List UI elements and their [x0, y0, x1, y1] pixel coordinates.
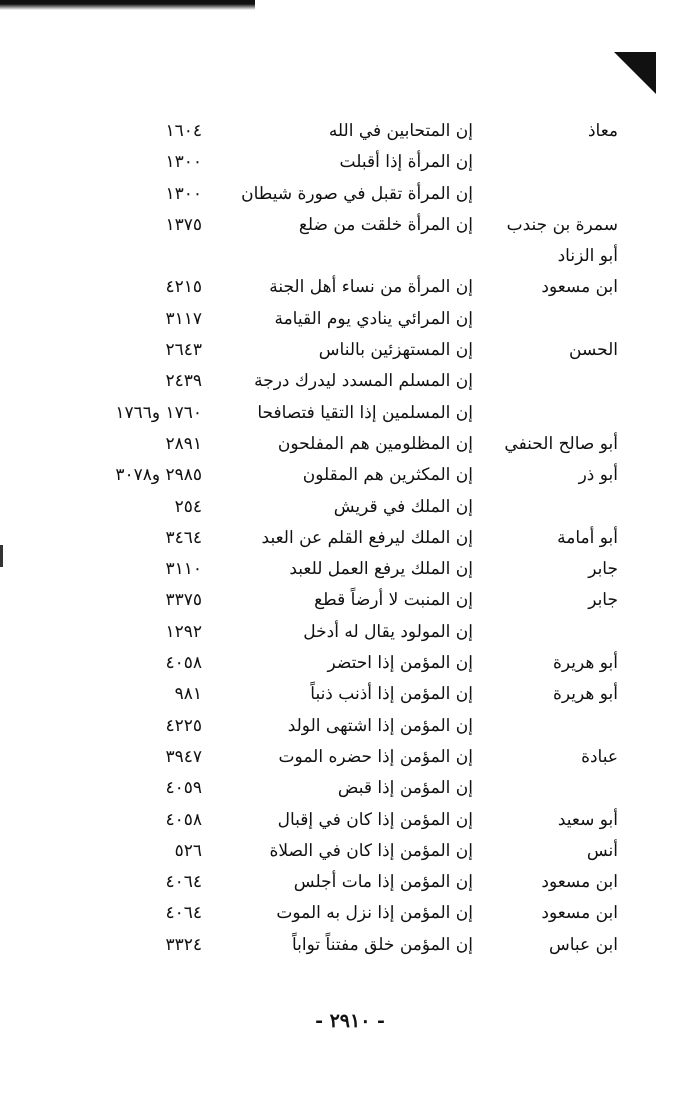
index-row: [0, 648, 700, 679]
hadith-number: ١٧٦٠ و١٧٦٦: [115, 402, 202, 423]
hadith-number: ١٣٠٠: [165, 152, 202, 173]
index-row: [0, 585, 700, 616]
hadith-number: ١٣٧٥: [165, 214, 202, 235]
hadith-incipit: إن المظلومين هم المفلحون: [277, 433, 473, 454]
hadith-number: ٤٠٥٩: [165, 778, 202, 799]
narrator-name: أبو صالح الحنفي: [504, 433, 618, 454]
index-row: [0, 930, 700, 961]
hadith-number: ٢٩٨٥ و٣٠٧٨: [115, 465, 202, 486]
narrator-name: أبو الزناد: [557, 246, 618, 267]
index-table: [0, 116, 700, 961]
hadith-incipit: إن المؤمن إذا احتضر: [327, 653, 473, 674]
top-edge-mark: [0, 0, 255, 10]
hadith-incipit: إن المنبت لا أرضاً قطع: [314, 590, 473, 611]
index-row: [0, 617, 700, 648]
narrator-name: أبو ذر: [578, 465, 618, 486]
hadith-number: ٤٠٥٨: [165, 653, 202, 674]
hadith-number: ٢٤٣٩: [165, 371, 202, 392]
hadith-number: ٢٨٩١: [165, 433, 202, 454]
hadith-number: ٣٤٦٤: [165, 527, 202, 548]
index-row: [0, 398, 700, 429]
index-row: [0, 179, 700, 210]
hadith-incipit: إن المتحابين في الله: [328, 121, 473, 141]
index-row: [0, 335, 700, 366]
index-row: [0, 711, 700, 742]
index-row: [0, 679, 700, 710]
narrator-name: جابر: [588, 559, 618, 580]
narrator-name: ابن مسعود: [541, 277, 618, 298]
corner-triangle-mark: [614, 52, 656, 94]
hadith-incipit: إن المؤمن إذا مات أجلس: [293, 872, 473, 893]
hadith-incipit: إن المؤمن إذا اشتهى الولد: [287, 715, 473, 736]
hadith-incipit: إن المرأة تقبل في صورة شيطان: [241, 183, 473, 204]
narrator-name: ابن عباس: [548, 934, 618, 955]
hadith-incipit: إن المؤمن إذا حضره الموت: [278, 746, 473, 767]
narrator-name: أبو هريرة: [552, 653, 618, 674]
index-row: [0, 742, 700, 773]
narrator-name: ابن مسعود: [541, 903, 618, 924]
hadith-incipit: إن المسلم المسدد ليدرك درجة: [254, 371, 473, 392]
hadith-incipit: إن المرائي ينادي يوم القيامة: [274, 308, 473, 329]
hadith-incipit: إن المرأة إذا أقبلت: [339, 152, 473, 173]
hadith-number: ٣٩٤٧: [165, 746, 202, 767]
hadith-number: ٩٨١: [174, 684, 202, 705]
hadith-number: ٤٠٦٤: [165, 903, 202, 924]
hadith-incipit: إن المؤمن إذا كان في إقبال: [277, 809, 473, 830]
narrator-name: الحسن: [569, 340, 618, 361]
hadith-incipit: إن المسلمين إذا التقيا فتصافحا: [257, 402, 473, 423]
narrator-name: معاذ: [587, 121, 618, 141]
hadith-number: ٣١١٧: [165, 308, 202, 329]
hadith-incipit: إن المولود يقال له أدخل: [303, 621, 473, 642]
hadith-number: ١٢٩٢: [165, 621, 202, 642]
hadith-number: ٤٠٥٨: [165, 809, 202, 830]
index-row: [0, 304, 700, 335]
hadith-number: ٣٣٧٥: [165, 590, 202, 611]
hadith-incipit: إن المكثرين هم المقلون: [302, 465, 473, 486]
narrator-name: ابن مسعود: [541, 872, 618, 893]
narrator-name: جابر: [588, 590, 618, 611]
index-row: [0, 773, 700, 804]
index-row: [0, 867, 700, 898]
narrator-name: أنس: [586, 840, 618, 861]
index-row: [0, 116, 700, 147]
hadith-number: ١٣٠٠: [165, 183, 202, 204]
hadith-incipit: إن المرأة من نساء أهل الجنة: [269, 277, 473, 298]
hadith-incipit: إن المؤمن إذا أذنب ذنباً: [310, 684, 473, 705]
hadith-number: ٣٣٢٤: [165, 934, 202, 955]
hadith-incipit: إن المرأة خلقت من ضلع: [298, 214, 473, 235]
index-row: [0, 836, 700, 867]
narrator-name: عبادة: [581, 746, 618, 767]
hadith-incipit: إن المؤمن خلق مفتناً تواباً: [292, 934, 473, 955]
hadith-number: ١٦٠٤: [165, 121, 202, 141]
hadith-incipit: إن الملك ليرفع القلم عن العبد: [261, 527, 473, 548]
hadith-number: ٢٦٤٣: [165, 340, 202, 361]
index-row: [0, 429, 700, 460]
narrator-name: أبو أمامة: [557, 527, 618, 548]
index-row: [0, 272, 700, 303]
index-row: [0, 523, 700, 554]
index-row: [0, 492, 700, 523]
narrator-name: أبو سعيد: [557, 809, 618, 830]
index-row: [0, 366, 700, 397]
index-row: [0, 898, 700, 929]
index-row: [0, 241, 700, 272]
narrator-name: سمرة بن جندب: [506, 214, 618, 235]
hadith-number: ٢٥٤: [174, 496, 202, 517]
hadith-incipit: إن المستهزئين بالناس: [318, 340, 473, 361]
index-row: [0, 210, 700, 241]
hadith-incipit: إن الملك يرفع العمل للعبد: [289, 559, 473, 580]
hadith-incipit: إن الملك في قريش: [333, 496, 473, 517]
hadith-incipit: إن المؤمن إذا كان في الصلاة: [269, 840, 473, 861]
hadith-number: ٥٢٦: [174, 840, 202, 861]
page-number: - ٢٩١٠ -: [315, 1010, 385, 1032]
hadith-number: ٤٢١٥: [165, 277, 202, 298]
hadith-number: ٤٢٢٥: [165, 715, 202, 736]
index-row: [0, 805, 700, 836]
hadith-number: ٣١١٠: [165, 559, 202, 580]
hadith-number: ٤٠٦٤: [165, 872, 202, 893]
index-row: [0, 460, 700, 491]
index-row: [0, 554, 700, 585]
hadith-incipit: إن المؤمن إذا قبض: [337, 778, 473, 799]
narrator-name: أبو هريرة: [552, 684, 618, 705]
index-row: [0, 147, 700, 178]
hadith-incipit: إن المؤمن إذا نزل به الموت: [276, 903, 473, 924]
